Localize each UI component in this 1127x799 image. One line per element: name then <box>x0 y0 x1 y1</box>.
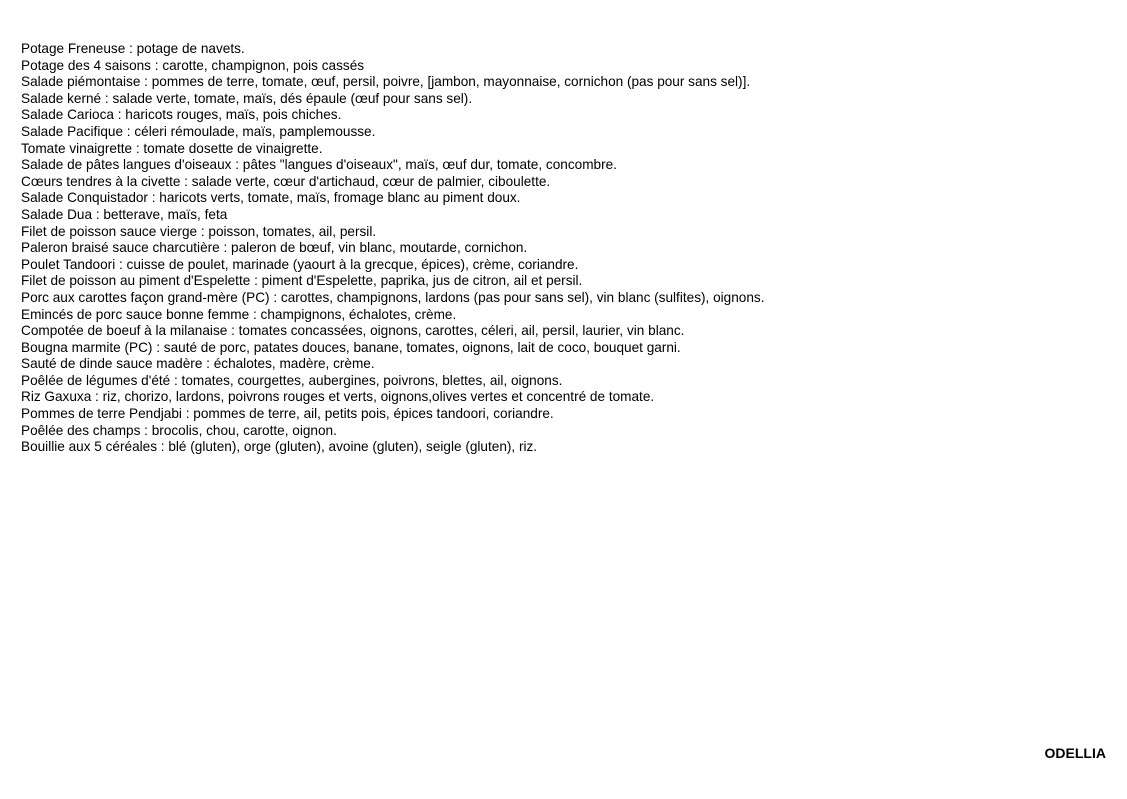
menu-line: Bougna marmite (PC) : sauté de porc, patates douces, banane, tomates, oignons, lait de coco, bouquet garni. <box>21 339 681 355</box>
menu-line: Salade Conquistador : haricots verts, tomate, maïs, fromage blanc au piment doux. <box>21 190 521 206</box>
menu-line: Salade Carioca : haricots rouges, maïs, pois chiches. <box>21 107 342 123</box>
menu-line: Filet de poisson sauce vierge : poisson, tomates, ail, persil. <box>21 223 377 239</box>
menu-line: Porc aux carottes façon grand-mère (PC) : carottes, champignons, lardons (pas pour sans sel), vin blanc (sulfites), oignons. <box>21 289 765 305</box>
menu-description-list <box>21 41 1111 456</box>
menu-line: Poêlée des champs : brocolis, chou, carotte, oignon. <box>21 422 337 438</box>
footer-brand: ODELLIA <box>1044 745 1106 761</box>
menu-line: Salade piémontaise : pommes de terre, tomate, œuf, persil, poivre, [jambon, mayonnaise, cornichon (pas pour sans sel)]. <box>21 74 751 90</box>
menu-line: Bouillie aux 5 céréales : blé (gluten), orge (gluten), avoine (gluten), seigle (gluten), riz. <box>21 439 538 455</box>
menu-line: Salade Pacifique : céleri rémoulade, maïs, pamplemousse. <box>21 123 376 139</box>
menu-line: Sauté de dinde sauce madère : échalotes, madère, crème. <box>21 356 375 372</box>
menu-line: Paleron braisé sauce charcutière : paleron de bœuf, vin blanc, moutarde, cornichon. <box>21 240 528 256</box>
menu-line: Cœurs tendres à la civette : salade verte, cœur d'artichaud, cœur de palmier, ciboulette. <box>21 173 551 189</box>
menu-line: Pommes de terre Pendjabi : pommes de terre, ail, petits pois, épices tandoori, coriandre. <box>21 406 554 422</box>
menu-line: Salade Dua : betterave, maïs, feta <box>21 206 228 222</box>
menu-line: Poulet Tandoori : cuisse de poulet, marinade (yaourt à la grecque, épices), crème, coriandre. <box>21 256 579 272</box>
menu-line: Compotée de boeuf à la milanaise : tomates concassées, oignons, carottes, céleri, ail, persil, laurier, vin blanc. <box>21 323 685 339</box>
menu-line: Filet de poisson au piment d'Espelette : piment d'Espelette, paprika, jus de citron, ail et persil. <box>21 273 583 289</box>
menu-line: Potage des 4 saisons : carotte, champignon, pois cassés <box>21 57 365 73</box>
menu-line: Salade de pâtes langues d'oiseaux : pâtes "langues d'oiseaux", maïs, œuf dur, tomate, concombre. <box>21 157 617 173</box>
menu-line: Salade kerné : salade verte, tomate, maïs, dés épaule (œuf pour sans sel). <box>21 90 473 106</box>
menu-line: Riz Gaxuxa : riz, chorizo, lardons, poivrons rouges et verts, oignons,olives vertes et concentré de tomate. <box>21 389 655 405</box>
menu-line: Poêlée de légumes d'été : tomates, courgettes, aubergines, poivrons, blettes, ail, oignons. <box>21 372 563 388</box>
menu-line: Tomate vinaigrette : tomate dosette de vinaigrette. <box>21 140 323 156</box>
menu-line: Potage Freneuse : potage de navets. <box>21 41 245 56</box>
menu-line: Emincés de porc sauce bonne femme : champignons, échalotes, crème. <box>21 306 457 322</box>
